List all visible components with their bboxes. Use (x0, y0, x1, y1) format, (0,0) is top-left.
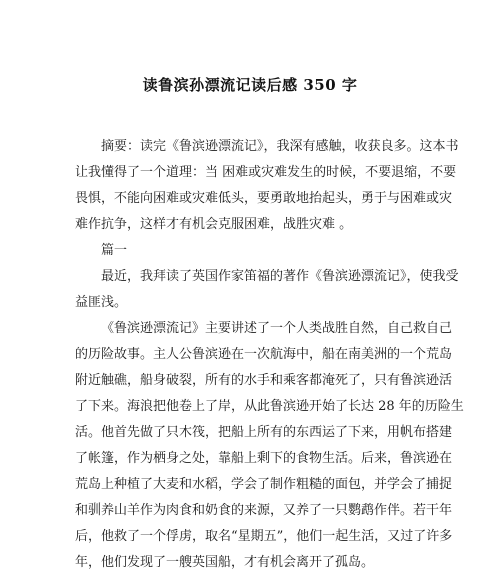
paragraph-line: 的历险故事。主人公鲁滨逊在一次航海中，船在南美洲的一个荒岛 (75, 347, 453, 362)
paragraph-line: 《鲁滨逊漂流记》主要讲述了一个人类战胜自然，自己救自己 (101, 321, 453, 336)
paragraph-line: 和驯养山羊作为肉食和奶食的来源，又养了一只鹦鹉作伴。若干年 (75, 503, 453, 518)
paragraph-line: 后，他救了一个俘虏，取名“星期五”，他们一起生活，又过了许多 (75, 529, 453, 544)
paragraph-line: 了下来。海浪把他卷上了岸，从此鲁滨逊开始了长达 28 年的历险生 (75, 399, 464, 414)
abstract-line: 畏惧，不能向困难或灾难低头，要勇敢地抬起头，勇于与困难或灾 (75, 191, 453, 206)
paragraph-2 (75, 316, 464, 576)
paragraph-line: 益匪浅。 (75, 295, 128, 310)
document-title: 读鲁滨孙漂流记读后感 350 字 (142, 76, 358, 94)
abstract-line: 难作抗争，这样才有机会克服困难，战胜灾难 。 (75, 217, 353, 232)
section-heading (75, 238, 433, 264)
paragraph-line: 年，他们发现了一艘英国船，才有机会离开了孤岛。 (75, 555, 375, 570)
abstract-line: 让我懂得了一个道理：当 困难或灾难发生的时候，不要退缩，不要 (75, 165, 457, 180)
paragraph-line: 荒岛上种植了大麦和水稻，学会了制作粗糙的面包，并学会了捕捉 (75, 477, 453, 492)
abstract-line: 摘要：读完《鲁滨逊漂流记》，我深有感触，收获良多。这本书 (101, 139, 459, 154)
paragraph-line: 附近触礁，船身破裂，所有的水手和乘客都淹死了，只有鲁滨逊活 (75, 373, 453, 388)
paragraph-1 (75, 264, 459, 316)
section-heading-text: 篇一 (101, 243, 128, 258)
paragraph-line: 最近，我拜读了英国作家笛福的著作《鲁滨逊漂流记》，使我受 (101, 269, 459, 284)
paragraph-line: 了帐篷，作为栖身之处，靠船上剩下的食物生活。后来，鲁滨逊在 (75, 451, 453, 466)
abstract-paragraph (75, 134, 459, 238)
paragraph-line: 活。他首先做了只木筏，把船上所有的东西运了下来，用帆布搭建 (75, 425, 453, 440)
